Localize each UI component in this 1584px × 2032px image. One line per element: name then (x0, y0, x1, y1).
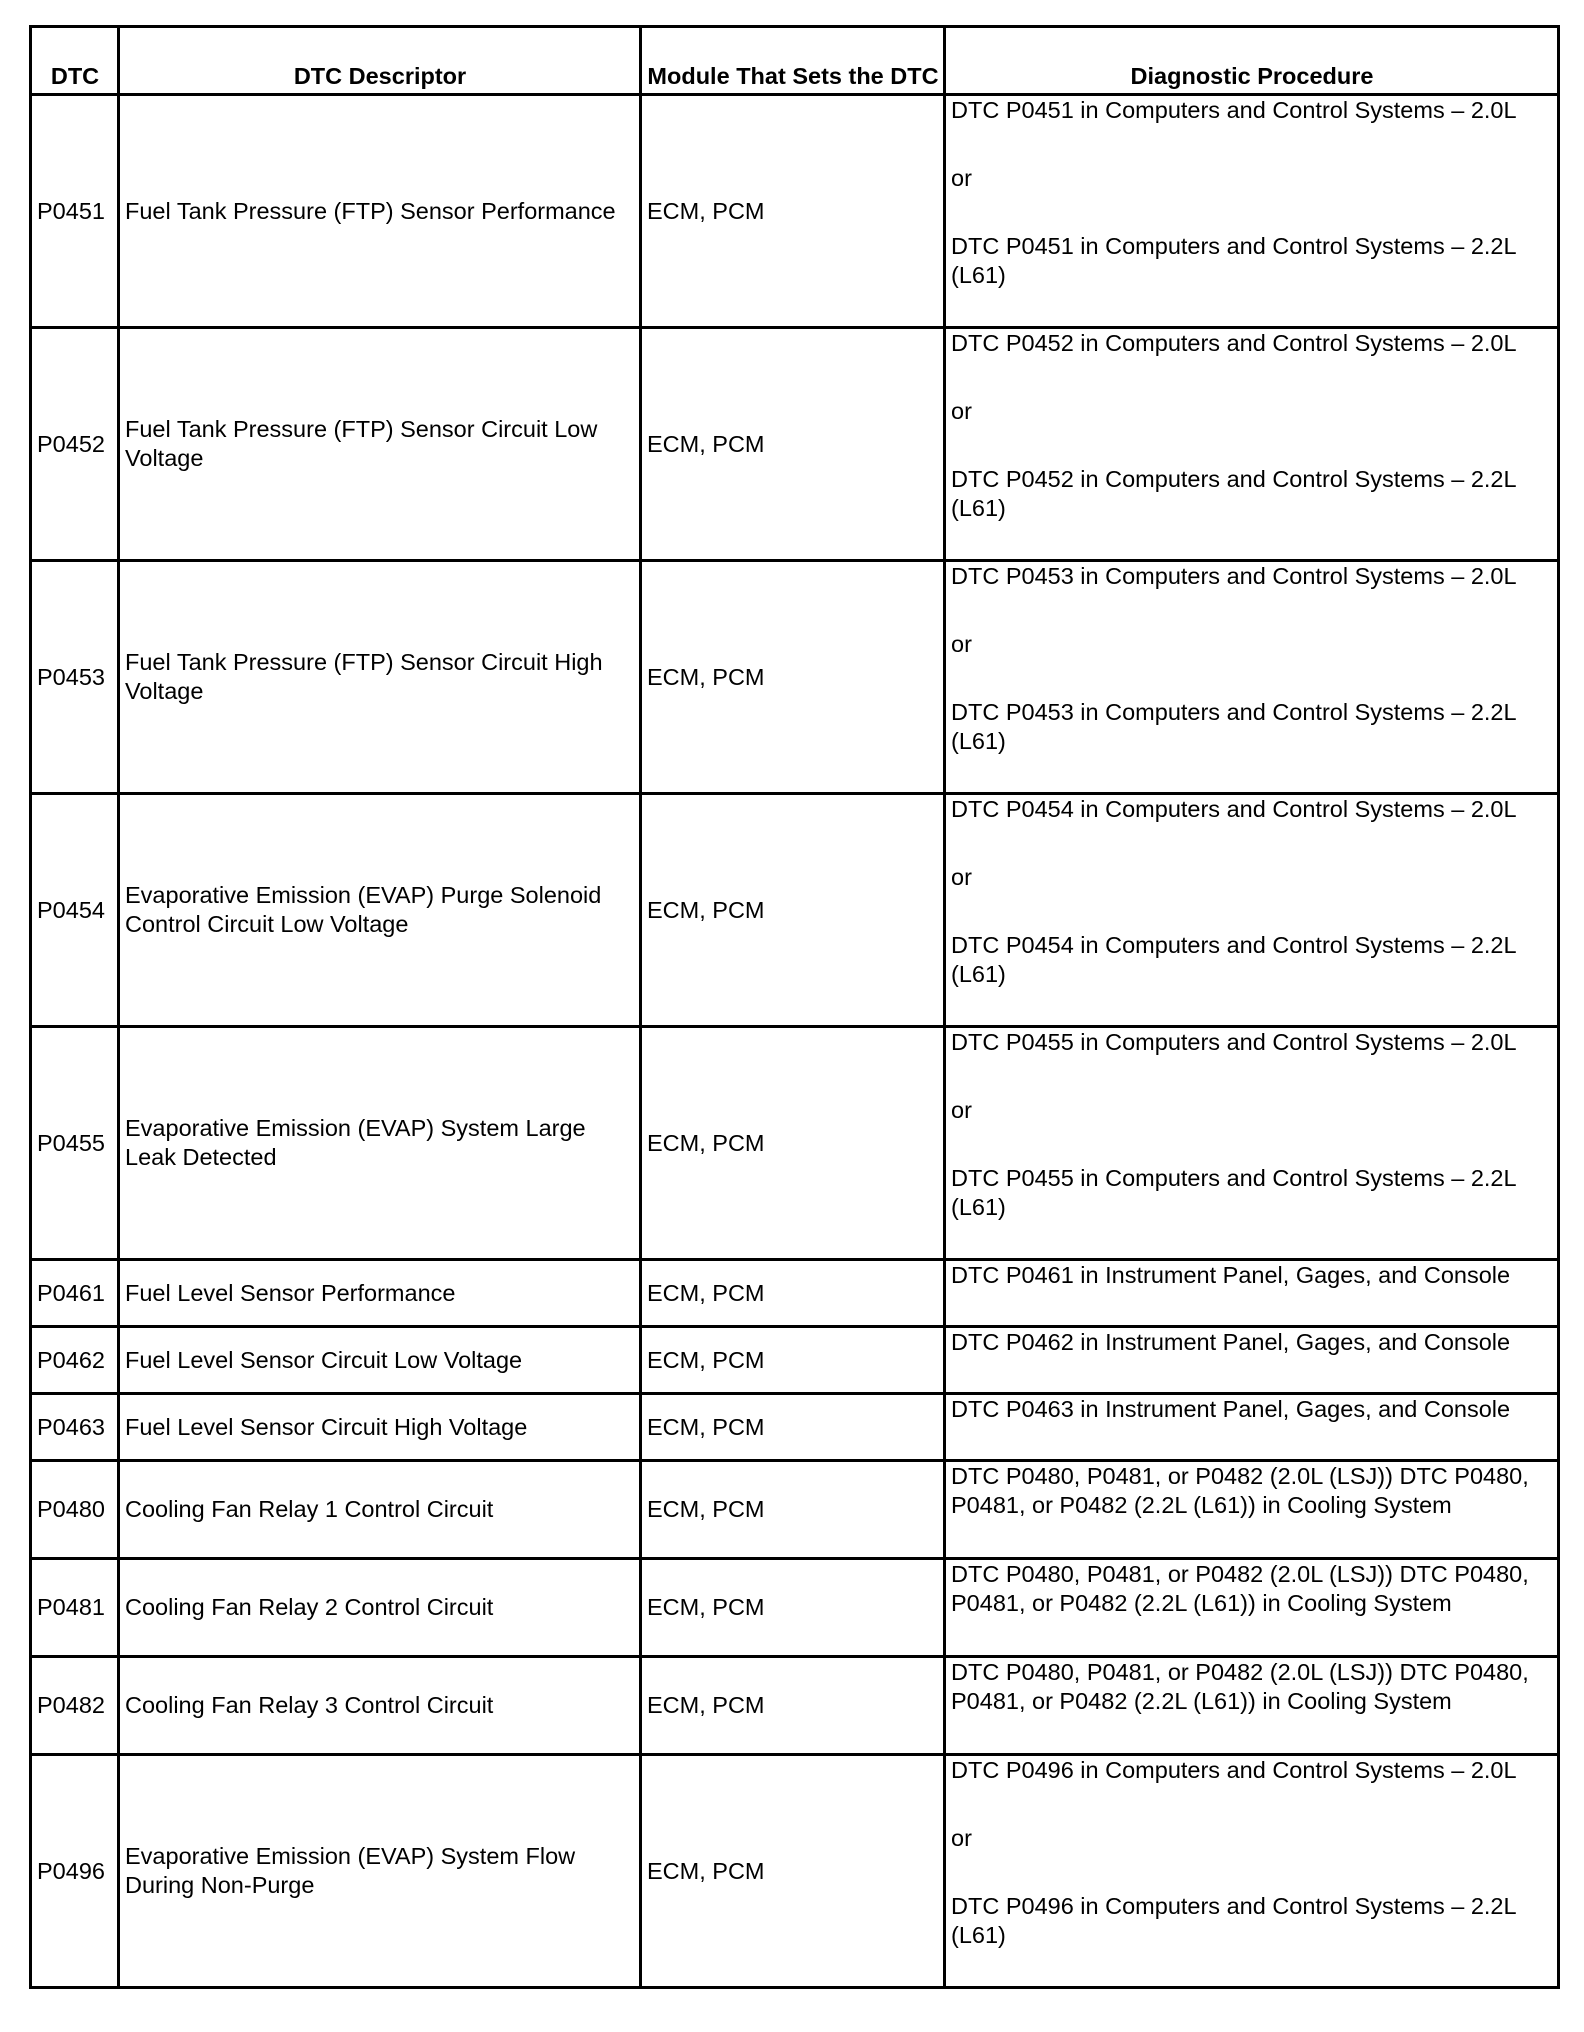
dtc-code: P0451 (31, 95, 119, 328)
diagnostic-procedure (945, 794, 1559, 1027)
module: ECM, PCM (641, 561, 945, 794)
diagnostic-procedure: DTC P0480, P0481, or P0482 (2.0L (LSJ)) DTC P0480, P0481, or P0482 (2.2L (L61)) in Cooling System (945, 1461, 1559, 1559)
diagnostic-procedure (945, 95, 1559, 328)
procedure-2-0l: DTC P0452 in Computers and Control Systems – 2.0L (951, 330, 1517, 356)
procedure-or: or (951, 1825, 972, 1851)
dtc-descriptor: Fuel Level Sensor Circuit Low Voltage (119, 1327, 641, 1394)
dtc-descriptor: Evaporative Emission (EVAP) System Large Leak Detected (119, 1027, 641, 1260)
module: ECM, PCM (641, 1657, 945, 1755)
procedure-2-2l: DTC P0453 in Computers and Control Systems – 2.2L (L61) (951, 699, 1516, 754)
module: ECM, PCM (641, 1027, 945, 1260)
procedure-or: or (951, 398, 972, 424)
dtc-code: P0462 (31, 1327, 119, 1394)
table-row (31, 1755, 1559, 1988)
dtc-code: P0452 (31, 328, 119, 561)
header-procedure: Diagnostic Procedure (945, 27, 1559, 95)
dtc-table (29, 25, 1560, 1989)
dtc-code: P0482 (31, 1657, 119, 1755)
header-dtc: DTC (31, 27, 119, 95)
procedure-2-0l: DTC P0454 in Computers and Control Systems – 2.0L (951, 796, 1517, 822)
table-row (31, 1260, 1559, 1327)
dtc-descriptor: Evaporative Emission (EVAP) System Flow During Non-Purge (119, 1755, 641, 1988)
table-row (31, 561, 1559, 794)
diagnostic-procedure (945, 561, 1559, 794)
diagnostic-procedure: DTC P0462 in Instrument Panel, Gages, and Console (945, 1327, 1559, 1394)
dtc-descriptor: Fuel Tank Pressure (FTP) Sensor Performance (119, 95, 641, 328)
procedure-or: or (951, 165, 972, 191)
diagnostic-procedure (945, 1755, 1559, 1988)
procedure-2-2l: DTC P0455 in Computers and Control Systems – 2.2L (L61) (951, 1165, 1516, 1220)
dtc-descriptor: Fuel Level Sensor Circuit High Voltage (119, 1394, 641, 1461)
dtc-descriptor: Cooling Fan Relay 2 Control Circuit (119, 1559, 641, 1657)
table-header-row (31, 27, 1559, 95)
procedure-2-0l: DTC P0453 in Computers and Control Systems – 2.0L (951, 563, 1517, 589)
dtc-code: P0480 (31, 1461, 119, 1559)
dtc-descriptor: Cooling Fan Relay 1 Control Circuit (119, 1461, 641, 1559)
table-row (31, 1327, 1559, 1394)
table-row (31, 1657, 1559, 1755)
procedure-or: or (951, 864, 972, 890)
diagnostic-procedure: DTC P0461 in Instrument Panel, Gages, and Console (945, 1260, 1559, 1327)
dtc-code: P0454 (31, 794, 119, 1027)
table-row (31, 1027, 1559, 1260)
procedure-2-0l: DTC P0455 in Computers and Control Systems – 2.0L (951, 1029, 1517, 1055)
procedure-or: or (951, 631, 972, 657)
dtc-descriptor: Fuel Level Sensor Performance (119, 1260, 641, 1327)
diagnostic-procedure: DTC P0463 in Instrument Panel, Gages, and Console (945, 1394, 1559, 1461)
module: ECM, PCM (641, 1260, 945, 1327)
dtc-code: P0461 (31, 1260, 119, 1327)
dtc-code: P0463 (31, 1394, 119, 1461)
diagnostic-procedure: DTC P0480, P0481, or P0482 (2.0L (LSJ)) DTC P0480, P0481, or P0482 (2.2L (L61)) in Cooling System (945, 1559, 1559, 1657)
module: ECM, PCM (641, 1755, 945, 1988)
table-row (31, 95, 1559, 328)
dtc-descriptor: Fuel Tank Pressure (FTP) Sensor Circuit High Voltage (119, 561, 641, 794)
table-row (31, 794, 1559, 1027)
header-descriptor: DTC Descriptor (119, 27, 641, 95)
procedure-or: or (951, 1097, 972, 1123)
table-row (31, 1559, 1559, 1657)
module: ECM, PCM (641, 1327, 945, 1394)
dtc-descriptor: Cooling Fan Relay 3 Control Circuit (119, 1657, 641, 1755)
procedure-2-2l: DTC P0496 in Computers and Control Systems – 2.2L (L61) (951, 1893, 1516, 1948)
module: ECM, PCM (641, 328, 945, 561)
table-row (31, 1461, 1559, 1559)
procedure-2-2l: DTC P0451 in Computers and Control Systems – 2.2L (L61) (951, 233, 1516, 288)
diagnostic-procedure (945, 1027, 1559, 1260)
dtc-code: P0455 (31, 1027, 119, 1260)
procedure-2-0l: DTC P0496 in Computers and Control Systems – 2.0L (951, 1757, 1517, 1783)
module: ECM, PCM (641, 1394, 945, 1461)
module: ECM, PCM (641, 794, 945, 1027)
dtc-descriptor: Evaporative Emission (EVAP) Purge Solenoid Control Circuit Low Voltage (119, 794, 641, 1027)
table-row (31, 328, 1559, 561)
module: ECM, PCM (641, 1461, 945, 1559)
header-module: Module That Sets the DTC (641, 27, 945, 95)
dtc-code: P0453 (31, 561, 119, 794)
dtc-code: P0496 (31, 1755, 119, 1988)
dtc-descriptor: Fuel Tank Pressure (FTP) Sensor Circuit Low Voltage (119, 328, 641, 561)
diagnostic-procedure (945, 328, 1559, 561)
dtc-code: P0481 (31, 1559, 119, 1657)
module: ECM, PCM (641, 1559, 945, 1657)
procedure-2-2l: DTC P0454 in Computers and Control Systems – 2.2L (L61) (951, 932, 1516, 987)
procedure-2-2l: DTC P0452 in Computers and Control Systems – 2.2L (L61) (951, 466, 1516, 521)
diagnostic-procedure: DTC P0480, P0481, or P0482 (2.0L (LSJ)) DTC P0480, P0481, or P0482 (2.2L (L61)) in Cooling System (945, 1657, 1559, 1755)
table-row (31, 1394, 1559, 1461)
module: ECM, PCM (641, 95, 945, 328)
procedure-2-0l: DTC P0451 in Computers and Control Systems – 2.0L (951, 97, 1517, 123)
